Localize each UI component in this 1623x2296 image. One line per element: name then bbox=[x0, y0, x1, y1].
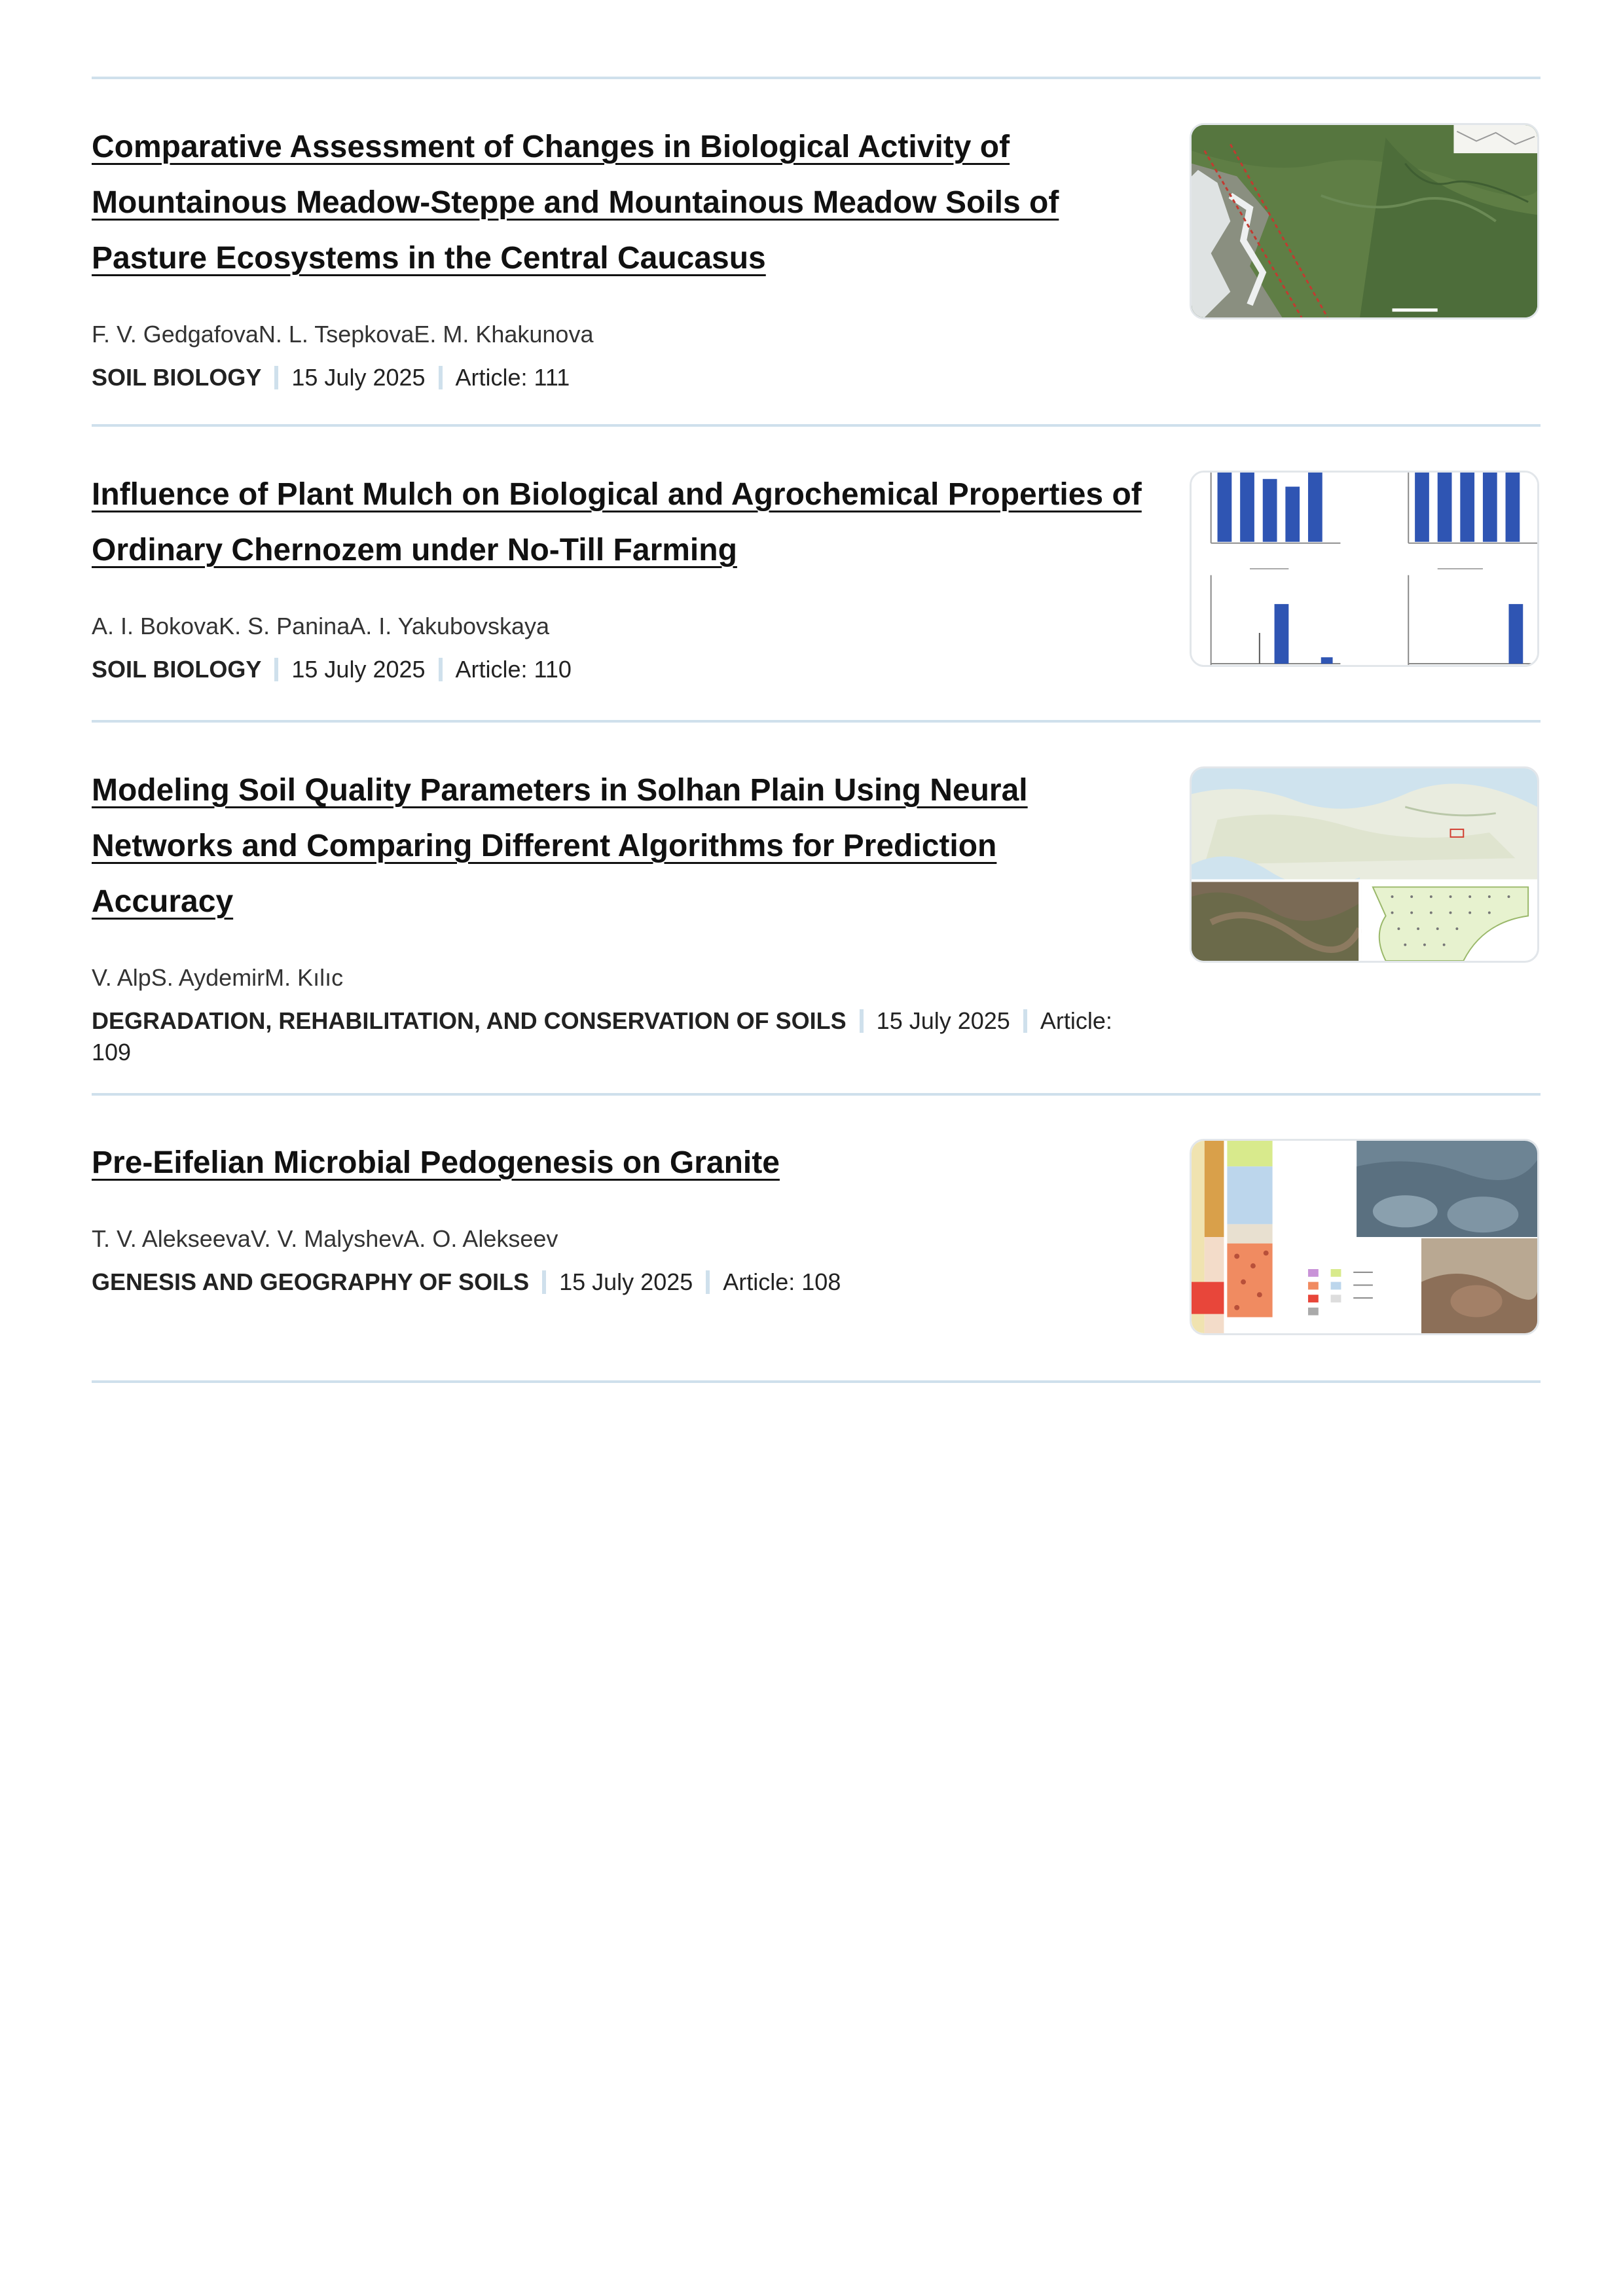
article-meta bbox=[92, 1266, 1146, 1298]
article-authors: F. V. GedgafovaN. L. TsepkovaE. M. Khakunova bbox=[92, 321, 594, 348]
geologic-section-graphic bbox=[1192, 1141, 1537, 1333]
meta-separator bbox=[439, 658, 443, 681]
divider bbox=[92, 424, 1541, 427]
meta-separator bbox=[274, 366, 278, 389]
article-title-link[interactable]: Influence of Plant Mulch on Biological and Agrochemical Properties of Ordinary Chernozem under No-Till Farming bbox=[92, 477, 1142, 567]
article-number: Article: 108 bbox=[723, 1268, 841, 1295]
article-date: 15 July 2025 bbox=[291, 364, 426, 391]
satellite-map-graphic bbox=[1192, 125, 1537, 317]
article-authors: A. I. BokovaK. S. PaninaA. I. Yakubovskaya bbox=[92, 613, 550, 639]
article-section[interactable]: SOIL BIOLOGY bbox=[92, 656, 262, 683]
article-thumbnail-study-area-maps[interactable] bbox=[1190, 766, 1539, 963]
article-number: Article: 111 bbox=[455, 364, 570, 391]
article-date: 15 July 2025 bbox=[291, 656, 426, 683]
article-title-link[interactable]: Pre-Eifelian Microbial Pedogenesis on Granite bbox=[92, 1145, 780, 1180]
divider bbox=[92, 720, 1541, 723]
article-title-link[interactable]: Modeling Soil Quality Parameters in Solhan Plain Using Neural Networks and Comparing Different Algorithms for Prediction Accuracy bbox=[92, 773, 1028, 919]
divider bbox=[92, 1093, 1541, 1096]
article-date: 15 July 2025 bbox=[876, 1007, 1010, 1034]
article-section[interactable]: SOIL BIOLOGY bbox=[92, 364, 262, 391]
article-number: Article: 109 bbox=[92, 1007, 1112, 1066]
meta-separator bbox=[439, 366, 443, 389]
meta-separator bbox=[860, 1009, 864, 1033]
article-thumbnail-bar-charts[interactable] bbox=[1190, 471, 1539, 667]
article-thumbnail-geologic-section[interactable] bbox=[1190, 1139, 1539, 1335]
article-section[interactable]: DEGRADATION, REHABILITATION, AND CONSERVATION OF SOILS bbox=[92, 1007, 847, 1034]
study-area-maps-graphic bbox=[1192, 768, 1537, 961]
divider bbox=[92, 77, 1541, 79]
article-title-link[interactable]: Comparative Assessment of Changes in Biological Activity of Mountainous Meadow-Steppe and Mountainous Meadow Soils of Pasture Ecosystems in the Central Caucasus bbox=[92, 130, 1059, 276]
article-meta bbox=[92, 362, 1146, 393]
article-authors: V. AlpS. AydemirM. Kılıc bbox=[92, 964, 344, 991]
meta-separator bbox=[1023, 1009, 1027, 1033]
article-date: 15 July 2025 bbox=[559, 1268, 693, 1295]
article-meta bbox=[92, 654, 1146, 685]
article-section[interactable]: GENESIS AND GEOGRAPHY OF SOILS bbox=[92, 1268, 530, 1295]
divider bbox=[92, 1380, 1541, 1383]
article-number: Article: 110 bbox=[455, 656, 572, 683]
meta-separator bbox=[706, 1270, 710, 1294]
article-meta bbox=[92, 1005, 1146, 1068]
article-thumbnail-satellite-map[interactable] bbox=[1190, 123, 1539, 319]
article-authors: T. V. AlekseevaV. V. MalyshevA. O. Alekseev bbox=[92, 1225, 558, 1252]
meta-separator bbox=[274, 658, 278, 681]
bar-charts-graphic bbox=[1192, 473, 1537, 665]
meta-separator bbox=[542, 1270, 546, 1294]
